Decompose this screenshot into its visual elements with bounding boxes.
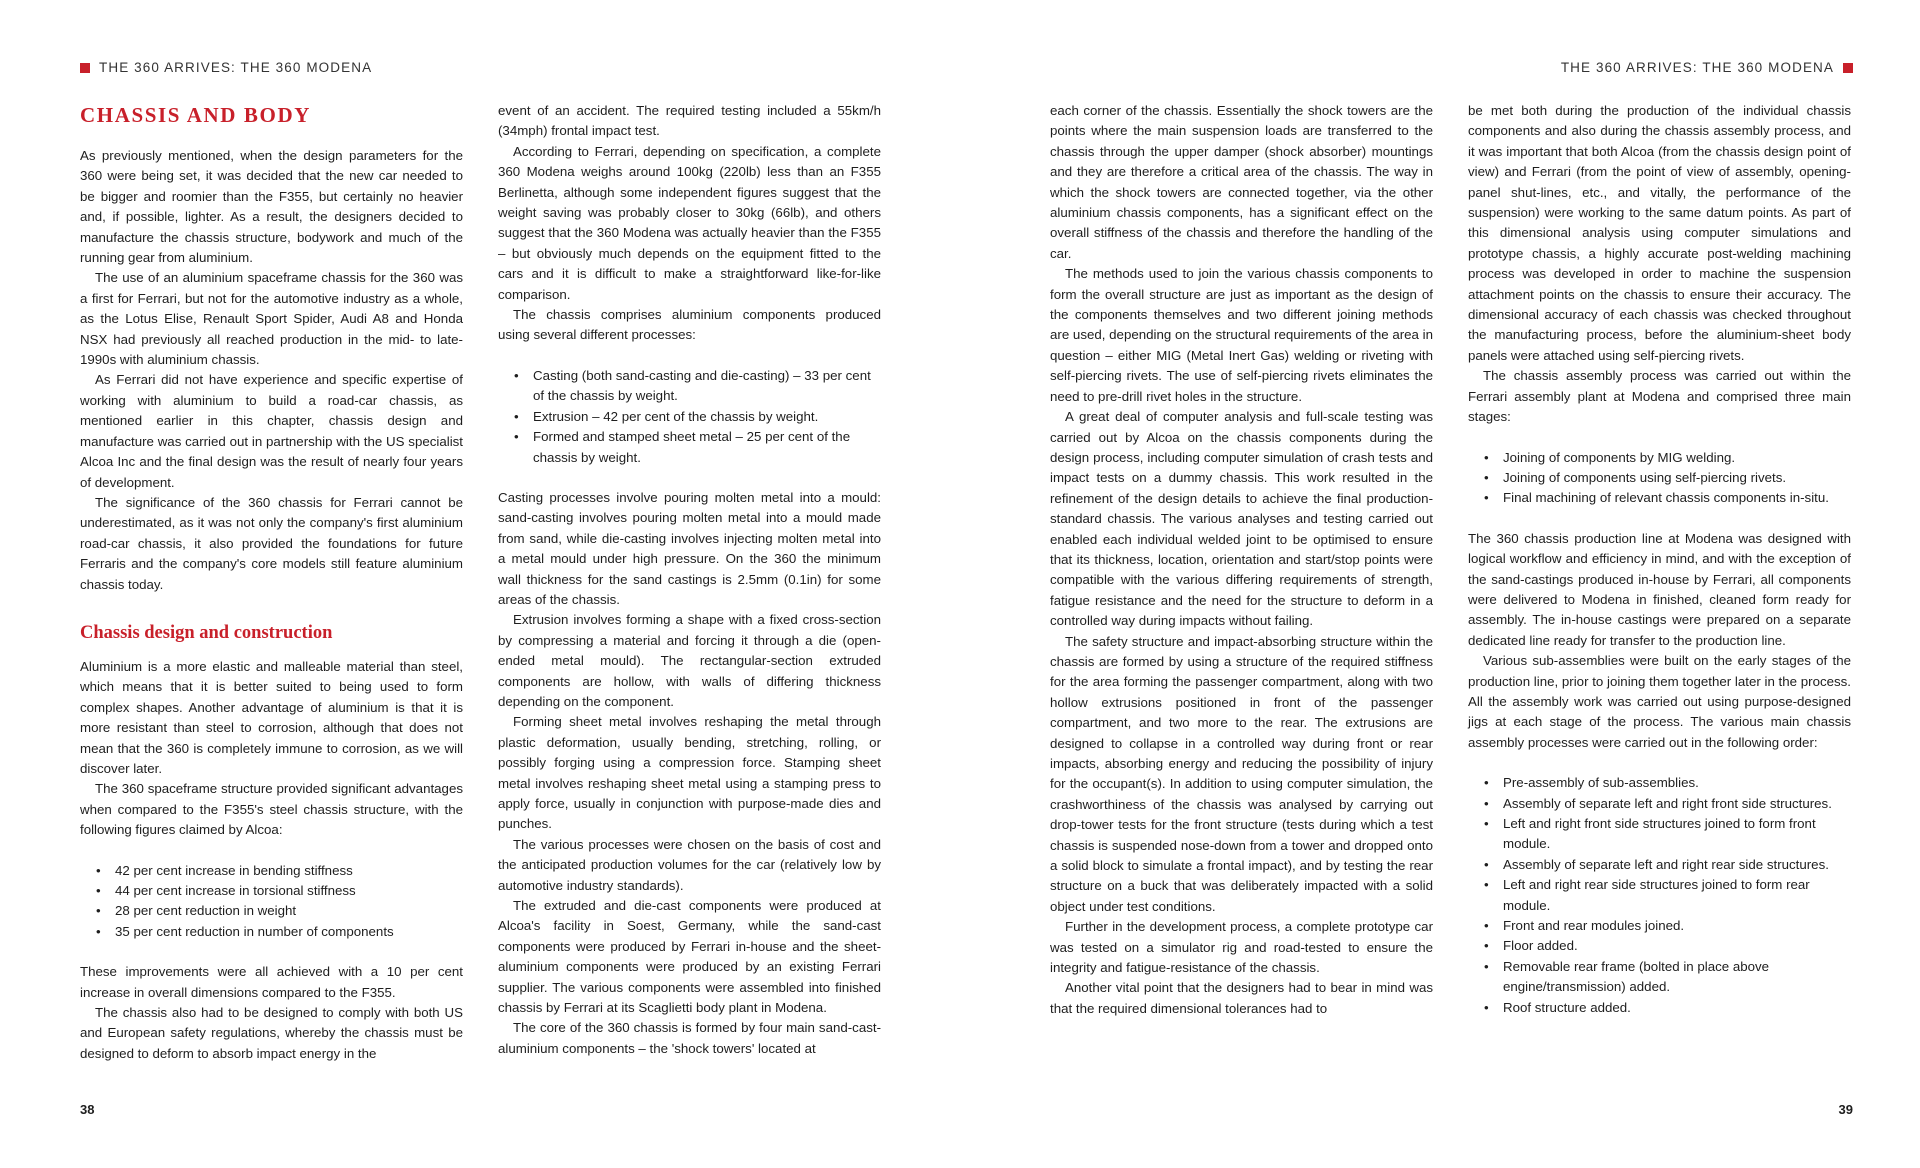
running-head-right [1561,60,1853,75]
paragraph: The methods used to join the various chassis components to form the overall structure are just as important as the design of the components themselves and two different joining methods are used, depending on the structural requirements of the area in question – either MIG (Metal Inert Gas) welding or riveting with self-piercing rivets. The use of self-piercing rivets eliminates the need to pre-drill rivet holes in the structure. [1050,266,1433,404]
paragraph: Aluminium is a more elastic and malleable material than steel, which means that it is better suited to being used to form complex shapes. Another advantage of aluminium is that it is more resistant than steel to corrosion, although that does not mean that the 360 is completely immune to corrosion, as we will discover later. [80,658,463,776]
running-head-left [80,60,372,75]
list-item: • Formed and stamped sheet metal – 25 per cent of the chassis by weight. [498,427,881,468]
list-item: • Pre-assembly of sub-assemblies. [1468,773,1851,793]
list-item: • Left and right front side structures joined to form front module. [1468,814,1851,855]
red-square-marker [1843,63,1853,73]
list-item: • Floor added. [1468,936,1851,956]
paragraph: be met both during the production of the individual chassis components and also during the chassis assembly process, and it was important that both Alcoa (from the chassis design point of view) and Ferrari (from the point of view of assembly, opening-panel shut-lines, etc., and vitally, the performance of the suspension) were working to the same datum points. As part of this dimensional analysis using computer simulations and prototype chassis, a highly accurate post-welding machining process was developed in order to machine the suspension attachment points on the chassis to ensure their accuracy. The dimensional accuracy of each chassis was checked throughout the manufacturing process, before the aluminium-sheet body panels were attached using self-piercing rivets. [1468,103,1851,363]
bullet-list [498,366,881,468]
red-square-marker [80,63,90,73]
list-item: • Front and rear modules joined. [1468,916,1851,936]
paragraph: The chassis comprises aluminium components produced using several different processes: [498,307,881,343]
paragraph: The 360 spaceframe structure provided significant advantages when compared to the F355's steel chassis structure, with the following figures claimed by Alcoa: [80,781,463,838]
list-item: • 42 per cent increase in bending stiffness [80,861,463,881]
paragraph: Various sub-assemblies were built on the early stages of the production line, prior to joining them together later in the process. All the assembly work was carried out using purpose-designed jigs at each stage of the process. The various main chassis assembly processes were carried out in the following order: [1468,653,1851,750]
paragraph: As previously mentioned, when the design parameters for the 360 were being set, it was decided that the new car needed to be bigger and roomier than the F355, but certainly no heavier and, if possible, lighter. As a result, the designers decided to manufacture the chassis structure, bodywork and much of the running gear from aluminium. [80,148,463,266]
list-item: • Joining of components by MIG welding. [1468,448,1851,468]
bullet-list [1468,773,1851,1018]
running-head-text: THE 360 ARRIVES: THE 360 MODENA [99,60,373,75]
paragraph: The core of the 360 chassis is formed by four main sand-cast-aluminium components – the 'shock towers' located at [498,1020,881,1056]
paragraph: event of an accident. The required testing included a 55km/h (34mph) frontal impact test. [498,103,881,139]
list-item: • Assembly of separate left and right front side structures. [1468,794,1851,814]
bullet-list [80,861,463,943]
paragraph: The safety structure and impact-absorbing structure within the chassis are formed by using a structure of the required stiffness for the area forming the passenger compartment, along with two hollow extrusions positioned in front of the passenger compartment, and two more to the rear. The extrusions are designed to collapse in a controlled way during front or rear impacts, absorbing energy and reducing the possibility of injury for the occupant(s). In addition to using computer simulation, the crashworthiness of the chassis was analysed by carrying out drop-tower tests for the front structure (tests during which a test chassis is suspended nose-down from a tower and dropped onto a solid block to simulate a frontal impact), and by testing the rear structure on a buck that was deliberately impacted with a solid object under test conditions. [1050,633,1433,914]
paragraph: According to Ferrari, depending on specification, a complete 360 Modena weighs around 100kg (220lb) less than an F355 Berlinetta, although some independent figures suggest that the weight saving was probably closer to 30kg (66lb), and others suggest that the 360 Modena was actually heavier than the F355 – but obviously much depends on the equipment fitted to the cars and it is difficult to make a straightforward like-for-like comparison. [498,143,881,302]
column-3 [1050,101,1433,1019]
list-item: • 28 per cent reduction in weight [80,901,463,921]
chapter-title: CHASSIS AND BODY [80,103,311,127]
paragraph: Forming sheet metal involves reshaping the metal through plastic deformation, usually bending, stretching, rolling, or possibly forging using a compression force. Stamping sheet metal involves reshaping sheet metal using a stamping press to apply force, usually in conjunction with purpose-made dies and punches. [498,714,881,832]
list-item: • Left and right rear side structures joined to form rear module. [1468,875,1851,916]
list-item: • Joining of components using self-piercing rivets. [1468,468,1851,488]
column-2 [498,101,881,1059]
section-subtitle: Chassis design and construction [80,622,333,643]
list-item: • Assembly of separate left and right rear side structures. [1468,855,1851,875]
paragraph: each corner of the chassis. Essentially the shock towers are the points where the main suspension loads are transferred to the chassis through the upper damper (shock absorber) mountings and they are therefore a critical area of the chassis. The way in which the shock towers are connected together, via the other aluminium chassis components, has a significant effect on the overall stiffness of the chassis and therefore the handling of the car. [1050,103,1433,261]
paragraph: A great deal of computer analysis and full-scale testing was carried out by Alcoa on the chassis components during the design process, including computer simulation of crash tests and impact tests on a dummy chassis. This work resulted in the refinement of the design details to achieve the final production-standard chassis. The various analyses and testing carried out enabled each individual welded joint to be optimised to ensure that its thickness, location, orientation and start/stop points were compatible with the various differing requirements of strength, fatigue resistance and the need for the structure to deform in a controlled way during impacts without failing. [1050,409,1433,629]
paragraph: The various processes were chosen on the basis of cost and the anticipated production volumes for the car (relatively low by automotive industry standards). [498,836,881,893]
paragraph: The 360 chassis production line at Modena was designed with logical workflow and efficiency in mind, and with the exception of the sand-castings produced in-house by Ferrari, all components were delivered to Modena in finished, cleaned form ready for assembly. The in-house castings were prepared on a separate dedicated line ready for transfer to the production line. [1468,530,1851,648]
list-item: • 35 per cent reduction in number of components [80,922,463,942]
column-4 [1468,101,1851,1038]
paragraph: The extruded and die-cast components were produced at Alcoa's facility in Soest, Germany, while the sand-cast components were produced by Ferrari in-house and the sheet-aluminium components were produced by an existing Ferrari supplier. The various components were assembled into finished chassis by Ferrari at its Scaglietti body plant in Modena. [498,898,881,1016]
paragraph: Casting processes involve pouring molten metal into a mould: sand-casting involves pouring molten metal into a mould made from sand, while die-casting involves injecting molten metal into a metal mould under high pressure. On the 360 the minimum wall thickness for the sand castings is 2.5mm (0.1in) for some areas of the chassis. [498,489,881,607]
paragraph: The significance of the 360 chassis for Ferrari cannot be underestimated, as it was not only the company's first aluminium road-car chassis, it also provided the foundations for future Ferraris and the company's core models still feature aluminium chassis today. [80,494,463,592]
list-item: • 44 per cent increase in torsional stiffness [80,881,463,901]
list-item: • Final machining of relevant chassis components in-situ. [1468,488,1851,508]
bullet-list [1468,448,1851,509]
paragraph: These improvements were all achieved with a 10 per cent increase in overall dimensions compared to the F355. [80,964,463,1000]
paragraph: Further in the development process, a complete prototype car was tested on a simulator rig and road-tested to ensure the integrity and fatigue-resistance of the chassis. [1050,919,1433,976]
paragraph: The chassis also had to be designed to comply with both US and European safety regulations, whereby the chassis must be designed to deform to absorb impact energy in the [80,1005,463,1061]
paragraph: The use of an aluminium spaceframe chassis for the 360 was a first for Ferrari, but not for the automotive industry as a whole, as the Lotus Elise, Renault Sport Spider, Audi A8 and Honda NSX had previously all reached production in the mid- to late-1990s with aluminium chassis. [80,270,463,368]
list-item: • Casting (both sand-casting and die-casting) – 33 per cent of the chassis by weight. [498,366,881,407]
paragraph: The chassis assembly process was carried out within the Ferrari assembly plant at Modena and comprised three main stages: [1468,368,1851,425]
column-1 [80,101,463,1064]
right-page [960,0,1920,1168]
paragraph: Another vital point that the designers had to bear in mind was that the required dimensional tolerances had to [1050,980,1433,1016]
list-item: • Removable rear frame (bolted in place above engine/transmission) added. [1468,957,1851,998]
page-number-left: 38 [80,1102,95,1117]
paragraph: As Ferrari did not have experience and specific expertise of working with aluminium to build a road-car chassis, as mentioned earlier in this chapter, chassis design and manufacture was carried out in partnership with the US specialist Alcoa Inc and the final design was the result of nearly four years of development. [80,372,463,490]
paragraph: Extrusion involves forming a shape with a fixed cross-section by compressing a material and forcing it through a die (open-ended metal mould). The rectangular-section extruded components are hollow, with walls of differing thickness depending on the component. [498,612,881,709]
running-head-text: THE 360 ARRIVES: THE 360 MODENA [1560,60,1834,75]
page-number-right: 39 [1838,1102,1853,1117]
list-item: • Roof structure added. [1468,998,1851,1018]
list-item: • Extrusion – 42 per cent of the chassis by weight. [498,407,881,427]
